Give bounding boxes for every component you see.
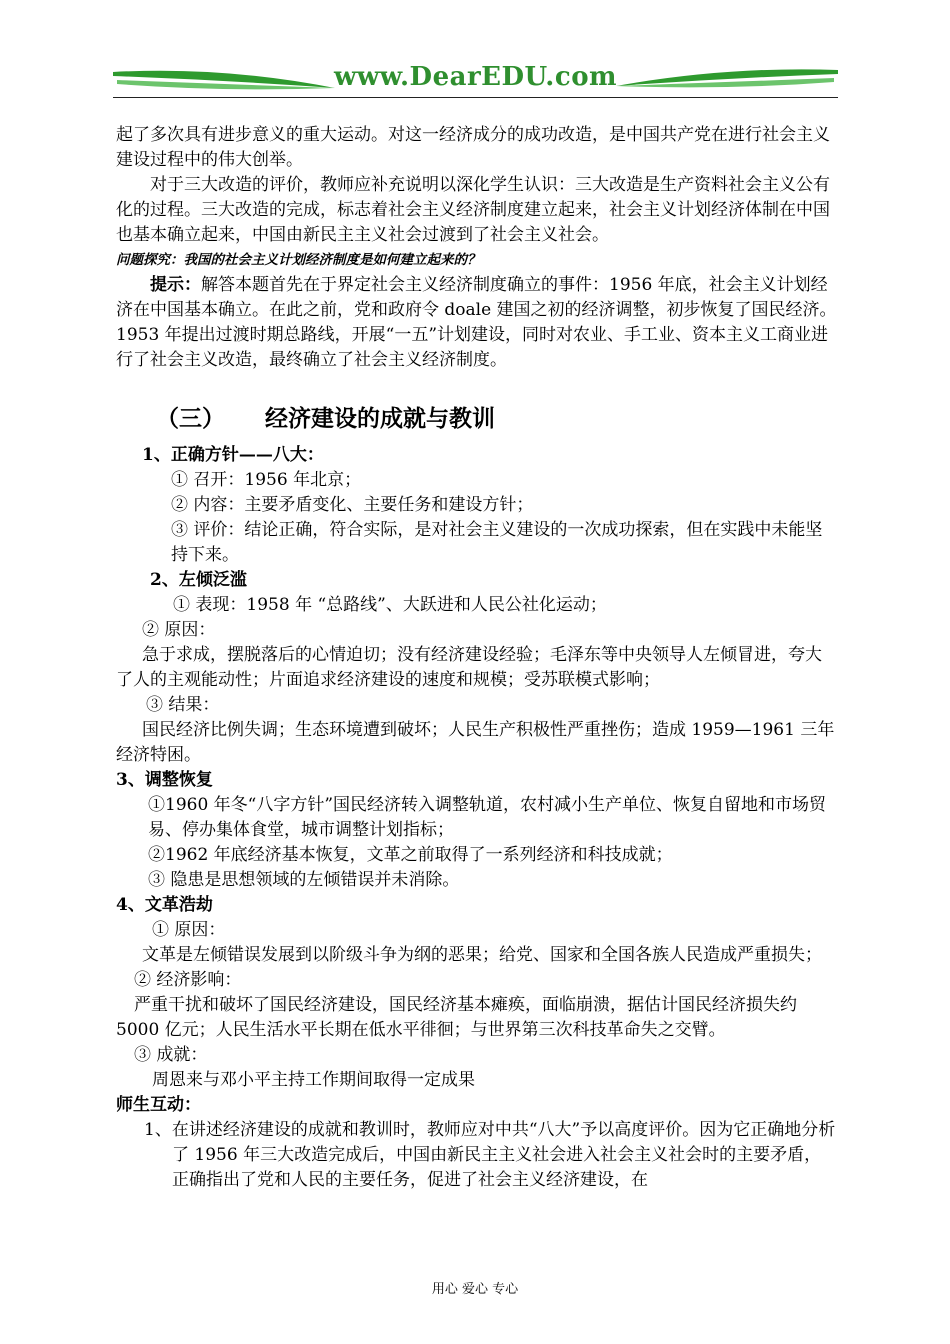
- hint-paragraph: [116, 273, 838, 373]
- subsection-title: 2、左倾泛滥: [150, 570, 247, 590]
- list-item: ① 原因：: [152, 920, 226, 940]
- list-text: 文革是左倾错误发展到以阶级斗争为纲的恶果；给党、国家和全国各族人民造成严重损失；: [142, 945, 822, 965]
- item-text: 在讲述经济建设的成就和教训时，教师应对中共“八大”予以高度评价。因为它正确地分析了 1956 年三大改造完成后，中国由新民主主义社会进入社会主义社会时的主要矛盾，正确指出了党和人民的主要任务，促进了社会主义经济建设，在: [171, 1120, 836, 1190]
- list-item: ① 召开：1956 年北京；: [171, 470, 362, 490]
- interaction-item: [116, 1118, 838, 1193]
- site-logo-text: www.DearEDU.com: [333, 62, 618, 92]
- section-heading: [116, 403, 838, 435]
- page-footer: 用心 爱心 专心: [431, 1282, 519, 1297]
- page-header: [113, 58, 838, 98]
- subsection-title: 3、调整恢复: [116, 770, 213, 790]
- list-text: 周恩来与邓小平主持工作期间取得一定成果: [152, 1070, 475, 1090]
- question-heading: 问题探究：我国的社会主义计划经济制度是如何建立起来的？: [116, 252, 481, 268]
- list-text: 严重干扰和破坏了国民经济建设，国民经济基本瘫痪，面临崩溃，据估计国民经济损失约 5000 亿元；人民生活水平长期在低水平徘徊；与世界第三次科技革命失之交臂。: [116, 995, 797, 1040]
- list-item: ③ 评价：结论正确，符合实际，是对社会主义建设的一次成功探索，但在实践中未能坚持下来。: [171, 520, 823, 565]
- list-text: 急于求成，摆脱落后的心情迫切；没有经济建设经验；毛泽东等中央领导人左倾冒进，夸大了人的主观能动性；片面追求经济建设的速度和规模；受苏联模式影响；: [116, 645, 822, 690]
- list-text: 国民经济比例失调；生态环境遭到破坏；人民生产积极性严重挫伤；造成 1959—1961 三年经济特困。: [116, 720, 835, 765]
- list-item: ② 内容：主要矛盾变化、主要任务和建设方针；: [171, 495, 534, 515]
- hint-text: 解答本题首先在于界定社会主义经济制度确立的事件：1956 年底，社会主义计划经济在中国基本确立。在此之前，党和政府令 doale 建国之初的经济调整，初步恢复了国民经济。1953 年提出过渡时期总路线，开展“一五”计划建设，同时对农业、手工业、资本主义工商业进行了社会主义改造，最终确立了社会主义经济制度。: [116, 275, 837, 370]
- subsection-title: 1、正确方针——八大：: [142, 445, 324, 465]
- hint-label: 提示：: [150, 275, 201, 295]
- list-item: ② 原因：: [142, 620, 216, 640]
- header-rule: [113, 97, 838, 98]
- paragraph: 对于三大改造的评价，教师应补充说明以深化学生认识：三大改造是生产资料社会主义公有化的过程。三大改造的完成，标志着社会主义经济制度建立起来，社会主义计划经济体制在中国也基本确立起来，中国由新民主主义社会过渡到了社会主义社会。: [116, 175, 830, 245]
- section-number: （三）: [156, 405, 225, 432]
- list-item: ① 表现：1958 年 “总路线”、大跃进和人民公社化运动；: [173, 595, 607, 615]
- subsection-title: 4、文革浩劫: [116, 895, 213, 915]
- list-item: ②1962 年底经济基本恢复，文革之前取得了一系列经济和科技成就；: [148, 845, 673, 865]
- document-body: [116, 123, 838, 1193]
- paragraph: 起了多次具有进步意义的重大运动。对这一经济成分的成功改造，是中国共产党在进行社会主义建设过程中的伟大创举。: [116, 125, 830, 170]
- list-item: ③ 结果：: [146, 695, 220, 715]
- list-item: ①1960 年冬“八字方针”国民经济转入调整轨道，农村减小生产单位、恢复自留地和市场贸易、停办集体食堂，城市调整计划指标；: [148, 795, 827, 840]
- item-number: 1、: [144, 1120, 172, 1140]
- interaction-heading: 师生互动：: [116, 1095, 201, 1115]
- list-item: ② 经济影响：: [134, 970, 242, 990]
- list-item: ③ 成就：: [134, 1045, 208, 1065]
- section-title: 经济建设的成就与教训: [265, 405, 495, 432]
- list-item: ③ 隐患是思想领域的左倾错误并未消除。: [148, 870, 460, 890]
